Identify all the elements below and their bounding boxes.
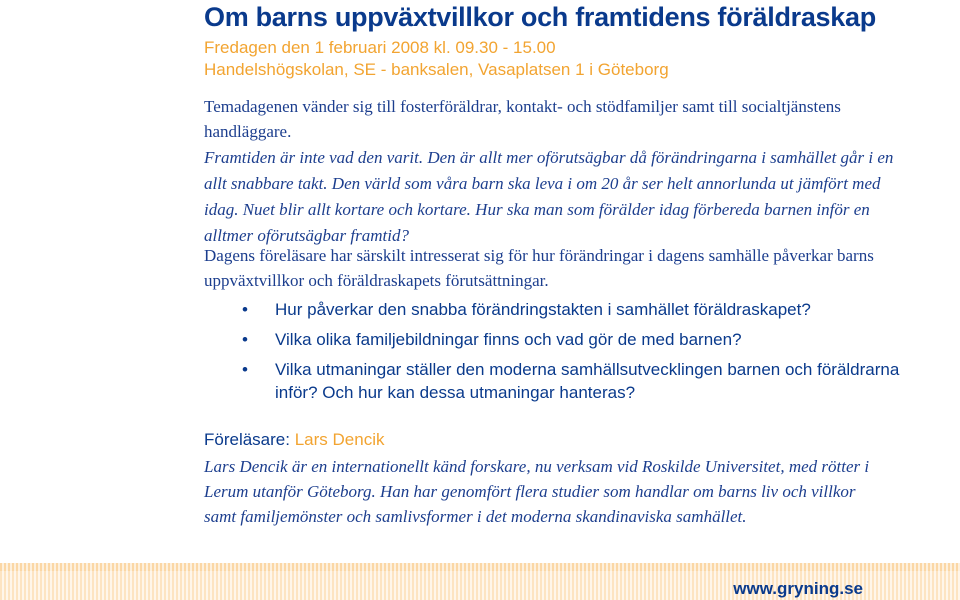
footer-stripe: [0, 563, 960, 571]
event-venue: Handelshögskolan, SE - banksalen, Vasaplatsen 1 i Göteborg: [204, 60, 669, 79]
page-title: Om barns uppväxtvillkor och framtidens föräldraskap: [204, 2, 876, 32]
bullet-icon: •: [242, 360, 248, 379]
list-item: [242, 358, 942, 404]
bullet-icon: •: [242, 330, 248, 349]
question-list: [242, 298, 942, 411]
question-text: Hur påverkar den snabba förändringstakten i samhället föräldraskapet?: [275, 300, 811, 319]
italic-paragraph: Framtiden är inte vad den varit. Den är allt mer oförutsägbar då förändringarna i samhället går i en allt snabbare takt. Den värld som våra barn ska leva i om 20 år ser helt annorlunda ut jämfört med idag. Nuet blir allt kortare och kortare. Hur ska man som förälder idag förbereda barnen inför en alltmer oförutsägbar framtid?: [204, 148, 894, 245]
footer-website-link[interactable]: www.gryning.se: [733, 579, 863, 598]
lecturer-heading: [204, 430, 904, 450]
event-date-time: Fredagen den 1 februari 2008 kl. 09.30 - 15.00: [204, 38, 556, 57]
bullet-icon: •: [242, 300, 248, 319]
intro-paragraph: Temadagenen vänder sig till fosterföräldrar, kontakt- och stödfamiljer samt till socialtjänstens handläggare.: [204, 97, 841, 141]
list-item: [242, 328, 942, 351]
lecturer-label: Föreläsare:: [204, 430, 290, 449]
list-item: [242, 298, 942, 321]
lecturer-name: Lars Dencik: [294, 430, 385, 449]
lecturer-bio: Lars Dencik är en internationellt känd forskare, nu verksam vid Roskilde Universitet, med rötter i Lerum utanför Göteborg. Han har genomfört flera studier som handlar om barns liv och villkor samt familjemönster och samlivsformer i det moderna skandinaviska samhället.: [204, 457, 870, 526]
question-text: Vilka utmaningar ställer den moderna samhällsutvecklingen barnen och föräldrarna inför? Och hur kan dessa utmaningar hanteras?: [275, 360, 900, 402]
question-text: Vilka olika familjebildningar finns och vad gör de med barnen?: [275, 330, 742, 349]
lecturer-focus-paragraph: Dagens föreläsare har särskilt intresserat sig för hur förändringar i dagens samhälle påverkar barns uppväxtvillkor och föräldraskapets förutsättningar.: [204, 246, 874, 290]
